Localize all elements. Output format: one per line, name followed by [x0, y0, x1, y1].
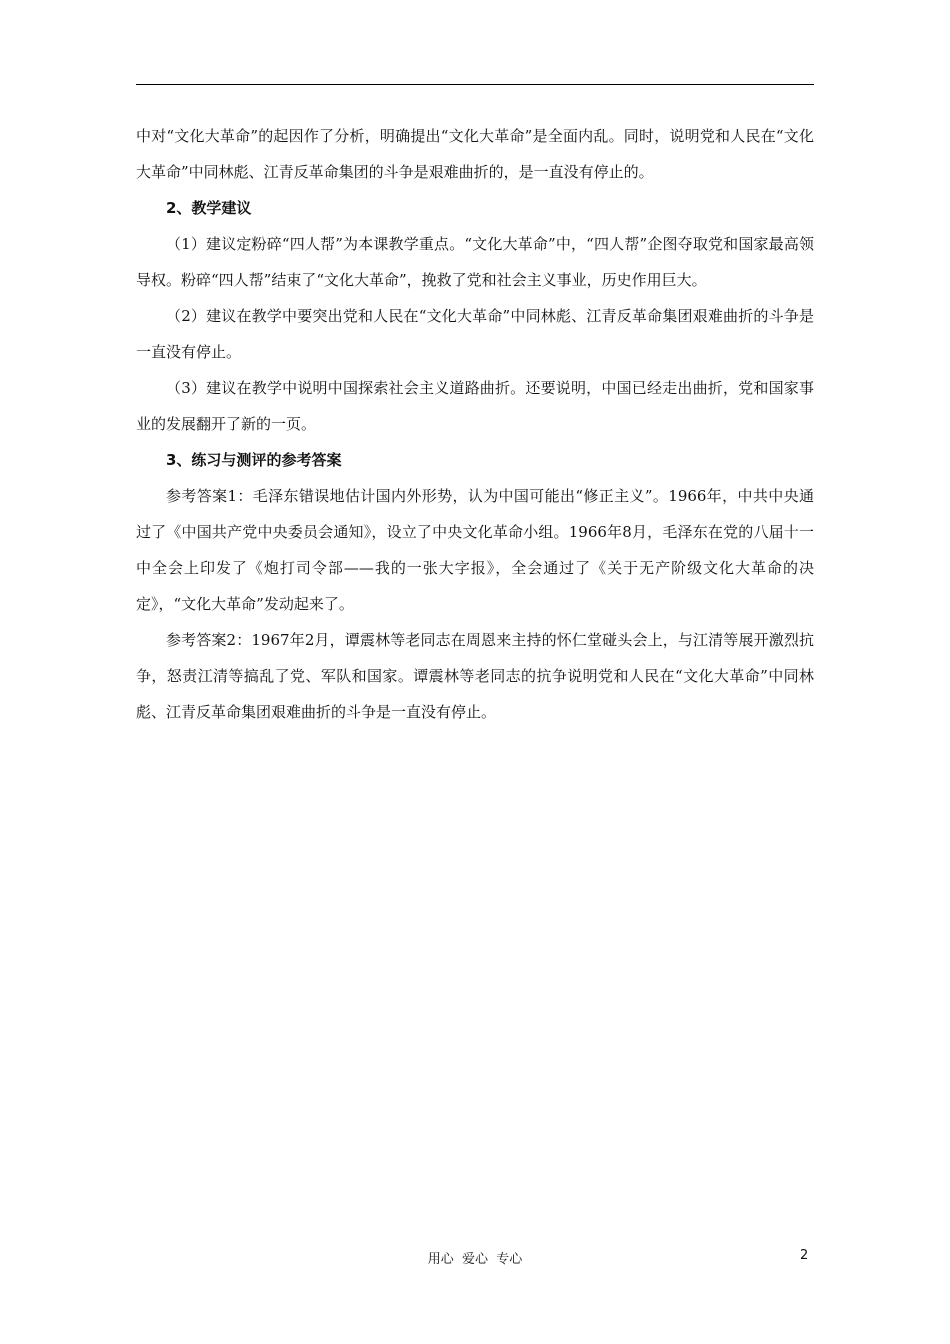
suggestion-3: （3）建议在教学中说明中国探索社会主义道路曲折。还要说明，中国已经走出曲折，党和国家事业的发展翻开了新的一页。: [136, 379, 814, 433]
suggestion-1: （1）建议定粉碎“四人帮”为本课教学重点。“文化大革命”中，“四人帮”企图夺取党和国家最高领导权。粉碎“四人帮”结束了“文化大革命”，挽救了党和社会主义事业，历史作用巨大。: [136, 235, 814, 289]
header-rule: [136, 84, 814, 85]
document-body: [136, 118, 814, 730]
page-number: 2: [800, 1248, 809, 1263]
suggestion-2: （2）建议在教学中要突出党和人民在“文化大革命”中同林彪、江青反革命集团艰难曲折的斗争是一直没有停止。: [136, 307, 814, 361]
section-heading-answers: 3、练习与测评的参考答案: [166, 451, 342, 469]
answer-1: 参考答案1：毛泽东错误地估计国内外形势，认为中国可能出“修正主义”。1966年，中共中央通过了《中国共产党中央委员会通知》，设立了中央文化革命小组。1966年8月，毛泽东在党的八届十一中全会上印发了《炮打司令部——我的一张大字报》，全会通过了《关于无产阶级文化大革命的决定》，“文化大革命”发动起来了。: [136, 487, 814, 613]
footer-motto: 用心 爱心 专心: [427, 1252, 523, 1267]
answer-2: 参考答案2：1967年2月，谭震林等老同志在周恩来主持的怀仁堂碰头会上，与江清等展开激烈抗争，怒责江清等搞乱了党、军队和国家。谭震林等老同志的抗争说明党和人民在“文化大革命”中同林彪、江青反革命集团艰难曲折的斗争是一直没有停止。: [136, 631, 814, 721]
section-heading-teaching-suggestions: 2、教学建议: [166, 199, 252, 217]
intro-paragraph: 中对“文化大革命”的起因作了分析，明确提出“文化大革命”是全面内乱。同时，说明党和人民在“文化大革命”中同林彪、江青反革命集团的斗争是艰难曲折的，是一直没有停止的。: [136, 127, 814, 181]
